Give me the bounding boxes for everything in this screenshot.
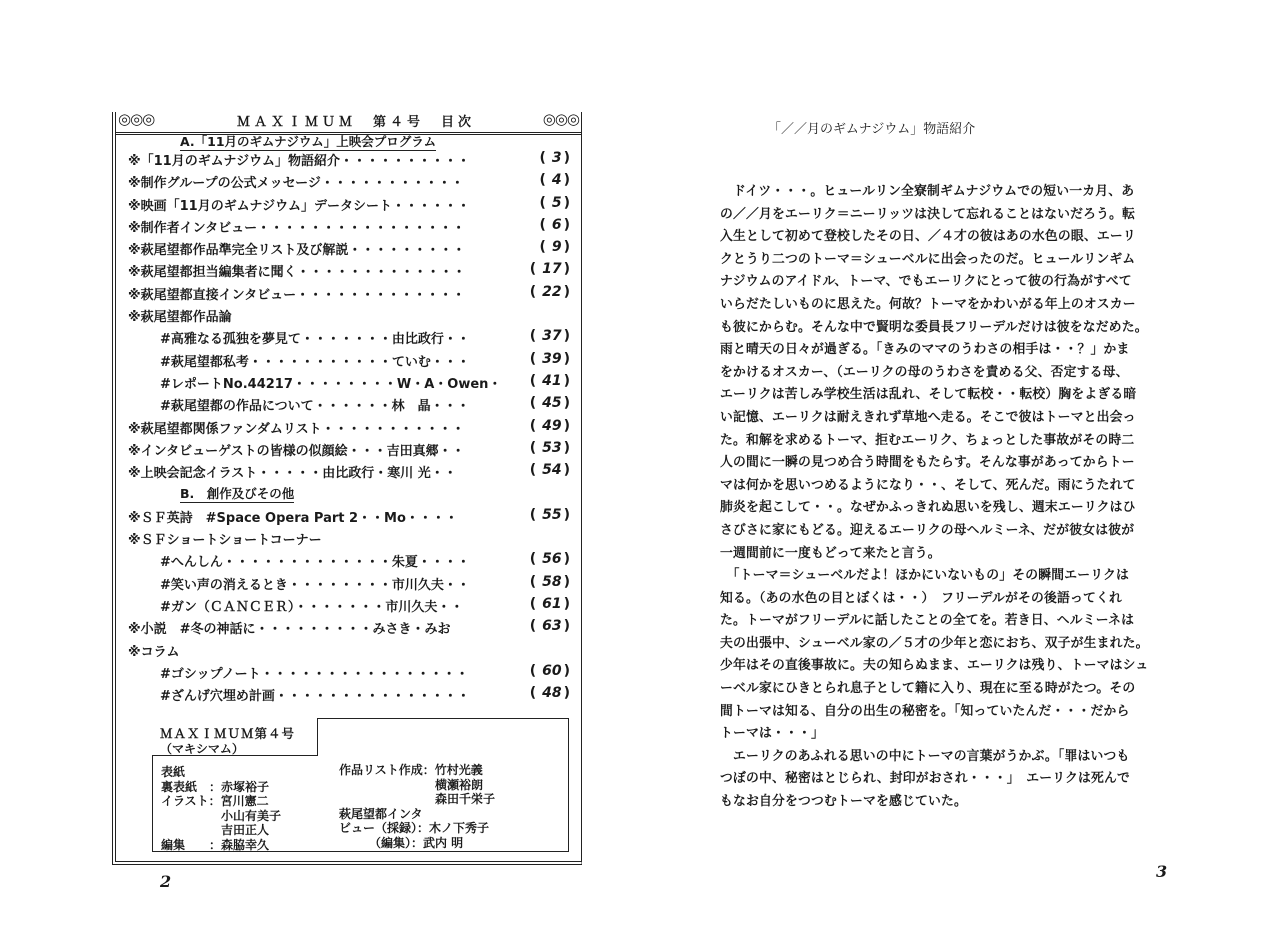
toc-item [128,594,578,616]
toc-item-page: ( 3 ) [539,150,570,166]
toc-item [128,683,578,705]
toc-item-title: ※コラム [128,644,180,660]
toc-item [128,282,578,304]
credits-line: イラスト：宮川憲二 [161,794,269,808]
credits-subtitle: （マキシマム） [160,742,244,756]
toc-item [128,371,578,393]
header-circles-right: ◎◎◎ [542,110,579,128]
toc-item [128,349,578,371]
toc-item [128,215,578,237]
credits-line: 編集 ：森脇幸久 [161,837,270,852]
toc-item [128,460,578,482]
toc-item [128,482,578,504]
story-line: た。和解を求めるトーマ、拒むエーリク、ちょっとした事故がその時二 [720,432,1135,448]
toc-item-title: #ゴシップノート・・・・・・・・・・・・・・・・ [160,666,469,682]
toc-item-page: ( 56 ) [530,551,570,567]
toc-item-title: ※「11月のギムナジウム」物語紹介・・・・・・・・・・ [128,154,470,169]
toc-item-title: ※萩尾望都担当編集者に聞く・・・・・・・・・・・・・ [128,265,466,281]
toc-item-page: ( 37 ) [530,328,570,344]
toc-item-page: ( 5 ) [539,195,570,211]
toc-item-title: #高雅なる孤独を夢見て・・・・・・・由比政行・・ [160,332,470,348]
toc-item-page: ( 54 ) [530,462,570,478]
toc-item-page: ( 58 ) [530,574,570,590]
story-line: の／／月をエーリク＝ニーリッツは決して忘れることはないだろう。転 [720,206,1136,222]
toc-item [128,661,578,683]
toc-item [128,416,578,438]
story-line: 一週間前に一度もどって来たと言う。 [720,545,941,561]
story-line: た。トーマがフリーデルに話したことの全てを。若き日、ヘルミーネは [720,613,1135,629]
toc-item-page: ( 22 ) [530,284,570,300]
story-body [720,180,1200,813]
toc-item-page: ( 63 ) [530,618,570,634]
story-line: 入生として初めて登校したその日、／４才の彼はあの水色の眼、エーリ [720,229,1136,245]
left-page-number: 2 [160,872,172,891]
credits-line: 吉田正人 [161,823,270,837]
toc-item [128,148,578,170]
toc-item [128,259,578,281]
section-b-heading: B. 創作及びその他 [180,486,295,502]
toc-item-page: ( 6 ) [539,217,570,233]
story-line: 知る。（あの水色の目とぼくは・・） フリーデルがその後語ってくれ [720,590,1122,606]
story-line: 雨と晴天の日々が過ぎる。「きみのママのうわさの相手は・・？」かま [720,342,1130,358]
story-line: ナジウムのアイドル、トーマ、でもエーリクにとって彼の行為がすべて [720,274,1132,290]
toc-item-title: #萩尾望都私考・・・・・・・・・・・ていむ・・・ [160,354,470,370]
credits-line: 表紙 [161,765,186,779]
toc-item-title: #へんしん・・・・・・・・・・・・・朱夏・・・・ [160,555,470,571]
story-line: をかけるオスカー、（エーリクの母のうわさを責める父、否定する母、 [720,364,1129,380]
toc-item-page [562,529,570,545]
credits-line: 作品リスト作成：竹村光義 [339,763,483,777]
toc-item-title: ※インタビューゲストの皆様の似顔絵・・・吉田真郷・・ [128,443,465,459]
story-line: 人の間に一瞬の見つめ合う時間をもたらす。そんな事があってからトー [720,455,1135,471]
story-line: い記憶、エーリクは耐えきれず草地へ走る。そこで彼はトーマと出会っ [720,409,1136,425]
credits-line: 横瀬裕朗 [339,777,484,792]
toc-item-page: ( 17 ) [530,261,570,277]
toc-item-page: ( 45 ) [530,395,570,411]
toc-item-title: ※映画「11月のギムナジウム」データシート・・・・・・ [128,198,470,214]
toc-item [128,237,578,259]
toc-item-title: ※ＳＦショートショートコーナー [128,533,322,549]
toc-item-page: ( 49 ) [530,418,570,434]
story-line: ーベル家にひきとられ息子として籍に入り、現在に至る時がたつ。その [720,681,1136,697]
story-line: クとうり二つのトーマ＝シューベルに出会ったのだ。ヒュールリンギム [720,251,1136,267]
right-page-number: 3 [1156,862,1168,881]
toc-list [128,148,578,705]
toc-item-title: ※小説 #冬の神話に・・・・・・・・・みさき・みお [128,622,451,638]
toc-item-page [562,306,570,322]
toc-item-page: ( 48 ) [530,685,570,701]
story-line: さびさに家にもどる。迎えるエーリクの母ヘルミーネ、だが彼女は彼が [720,522,1135,538]
toc-item-title: #ガン（ＣＡＮＣＥＲ）・・・・・・・市川久夫・・ [160,599,464,615]
toc-title: ＭＡＸＩＭＵＭ 第４号 目次 [236,115,475,130]
toc-item [128,304,578,326]
toc-item-page: ( 39 ) [530,351,570,367]
story-line: エーリクのあふれる思いの中にトーマの言葉がうかぶ。「罪はいつも [720,748,1130,764]
story-line: エーリクは苦しみ学校生活は乱れ、そして転校・・転校）胸をよぎる暗 [720,387,1137,403]
credits-line: 森田千栄子 [339,792,496,806]
toc-item-title: #笑い声の消えるとき・・・・・・・・市川久夫・・ [160,577,470,593]
toc-item [128,572,578,594]
story-line: つぼの中、秘密はとじられ、封印がおされ・・・」 エーリクは死んで [720,771,1131,787]
toc-item-title: ※上映会記念イラスト・・・・・由比政行・寒川 光・・ [128,466,457,482]
header-circles-left: ◎◎◎ [118,110,155,128]
credits-title: ＭＡＸＩＭＵＭ第４号 [160,726,296,741]
story-line: 夫の出張中、シューベル家の／５才の少年と恋におち、双子が生まれた。 [720,635,1149,651]
credits-line: （編集）：武内 明 [339,835,464,850]
story-line: トーマは・・・」 [720,726,824,742]
story-line: ドイツ・・・。ヒュールリン全寮制ギムナジウムでの短い一カ月、あ [720,184,1135,199]
toc-item-page: ( 55 ) [530,507,570,523]
toc-item-page: ( 41 ) [530,373,570,389]
toc-item-title: ※萩尾望都関係ファンダムリスト・・・・・・・・・・・ [128,421,465,437]
section-a-heading: A.「11月のギムナジウム」上映会プログラム [180,134,437,149]
story-line: 「トーマ＝シューベルだよ！ほかにいないもの」その瞬間エーリクは [720,568,1129,584]
toc-item [128,170,578,192]
toc-item [128,438,578,460]
credits-title-tab [152,718,318,756]
toc-item-page [562,641,570,657]
toc-item-title: #レポートNo.44217・・・・・・・・W・A・Owen・ [160,376,502,392]
story-line: いらだたしいものに思えた。何故？トーマをかわいがる年上のオスカー [720,296,1136,312]
toc-item-page: ( 61 ) [530,596,570,612]
toc-item-page: ( 53 ) [530,440,570,456]
toc-item [128,505,578,527]
toc-item-title: ※萩尾望都作品準完全リスト及び解説・・・・・・・・・ [128,243,466,259]
toc-item-title: #ざんげ穴埋め計画・・・・・・・・・・・・・・・ [160,689,470,705]
toc-item-page: ( 4 ) [539,172,570,188]
credits-line: 裏表紙 ：赤塚裕子 [161,779,270,794]
toc-item-title: ※ＳＦ英詩 #Space Opera Part 2・・Mo・・・・ [128,510,458,526]
toc-item [128,616,578,638]
story-line: 間トーマは知る、自分の出生の秘密を。「知っていたんだ・・・だから [720,703,1130,719]
toc-item [128,393,578,415]
toc-item-title: ※萩尾望都作品論 [128,310,232,326]
toc-item-title: #萩尾望都の作品について・・・・・・林 晶・・・ [160,399,470,415]
toc-item [128,326,578,348]
story-line: マは何かを思いつめるようになり・・、そして、死んだ。雨にうたれて [720,477,1136,493]
right-page [640,0,1280,948]
toc-item-title: ※萩尾望都直接インタビュー・・・・・・・・・・・・・ [128,287,466,303]
toc-item-page: ( 9 ) [539,239,570,255]
story-line: もなお自分をつつむトーマを感じていた。 [720,794,967,810]
toc-item-title: ※制作グループの公式メッセージ・・・・・・・・・・・ [128,176,464,192]
toc-item [128,527,578,549]
toc-item [128,549,578,571]
story-title: 「／／月のギムナジウム」物語紹介 [768,122,976,137]
toc-item [128,639,578,661]
credits-line: ビュー（採録）：木ノ下秀子 [339,821,490,835]
credits-line: 小山有美子 [161,808,282,823]
toc-item-page: ( 60 ) [530,663,570,679]
toc-item [128,193,578,215]
story-line: 肺炎を起こして・・。なぜかふっきれぬ思いを残し、週末エーリクはひ [720,500,1136,516]
credits-line: 萩尾望都インタ [339,806,423,821]
story-line: 少年はその直後事故に。夫の知らぬまま、エーリクは残り、トーマはシュ [720,658,1149,674]
toc-item-title: ※制作者インタビュー・・・・・・・・・・・・・・・・ [128,220,466,236]
story-line: も彼にからむ。そんな中で賢明な委員長フリーデルだけは彼をなだめた。 [720,319,1148,335]
